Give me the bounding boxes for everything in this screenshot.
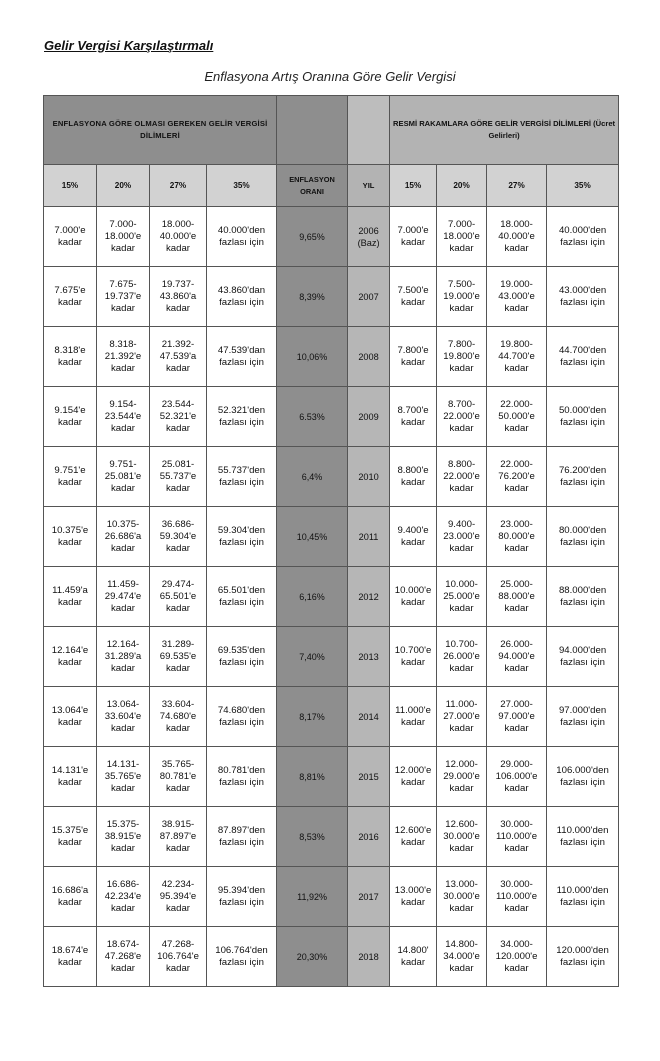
right-20-cell: 11.000-27.000'e kadar [437, 687, 487, 747]
left-15-cell: 8.318'e kadar [44, 327, 97, 387]
right-27-cell: 19.000-43.000'e kadar [487, 267, 547, 327]
right-20-cell: 7.800-19.800'e kadar [437, 327, 487, 387]
right-15-cell: 7.800'e kadar [390, 327, 437, 387]
table-row [44, 567, 619, 627]
left-bracket-20-header: 20% [97, 165, 150, 207]
right-35-cell: 50.000'den fazlası için [547, 387, 619, 447]
left-15-cell: 13.064'e kadar [44, 687, 97, 747]
right-27-cell: 22.000-50.000'e kadar [487, 387, 547, 447]
inflation-rate-cell: 6.53% [277, 387, 348, 447]
right-27-cell: 18.000-40.000'e kadar [487, 207, 547, 267]
right-15-cell: 11.000'e kadar [390, 687, 437, 747]
right-15-cell: 12.600'e kadar [390, 807, 437, 867]
left-15-cell: 18.674'e kadar [44, 927, 97, 987]
year-cell: 2018 [348, 927, 390, 987]
inflation-rate-cell: 10,06% [277, 327, 348, 387]
left-27-cell: 18.000-40.000'e kadar [150, 207, 207, 267]
inflation-rate-cell: 8,17% [277, 687, 348, 747]
right-35-cell: 110.000'den fazlası için [547, 807, 619, 867]
right-35-cell: 40.000'den fazlası için [547, 207, 619, 267]
left-35-cell: 106.764'den fazlası için [207, 927, 277, 987]
left-35-cell: 80.781'den fazlası için [207, 747, 277, 807]
inflation-rate-cell: 6,16% [277, 567, 348, 627]
right-35-cell: 43.000'den fazlası için [547, 267, 619, 327]
right-35-cell: 106.000'den fazlası için [547, 747, 619, 807]
left-27-cell: 31.289-69.535'e kadar [150, 627, 207, 687]
right-27-cell: 23.000-80.000'e kadar [487, 507, 547, 567]
left-20-cell: 12.164-31.289'a kadar [97, 627, 150, 687]
right-35-cell: 88.000'den fazlası için [547, 567, 619, 627]
year-cell: 2009 [348, 387, 390, 447]
year-cell: 2015 [348, 747, 390, 807]
inflation-rate-cell: 11,92% [277, 867, 348, 927]
year-header: YIL [348, 165, 390, 207]
left-27-cell: 38.915-87.897'e kadar [150, 807, 207, 867]
right-27-cell: 26.000-94.000'e kadar [487, 627, 547, 687]
left-35-cell: 65.501'den fazlası için [207, 567, 277, 627]
tax-comparison-table [43, 95, 619, 987]
right-27-cell: 27.000-97.000'e kadar [487, 687, 547, 747]
table-row [44, 507, 619, 567]
right-35-cell: 97.000'den fazlası için [547, 687, 619, 747]
left-15-cell: 16.686'a kadar [44, 867, 97, 927]
right-20-cell: 7.500-19.000'e kadar [437, 267, 487, 327]
left-35-cell: 74.680'den fazlası için [207, 687, 277, 747]
table-row [44, 387, 619, 447]
inflation-rate-cell: 10,45% [277, 507, 348, 567]
left-20-cell: 7.000-18.000'e kadar [97, 207, 150, 267]
right-15-cell: 10.700'e kadar [390, 627, 437, 687]
right-27-cell: 34.000-120.000'e kadar [487, 927, 547, 987]
right-27-cell: 25.000-88.000'e kadar [487, 567, 547, 627]
rate-header-spacer [277, 96, 348, 165]
right-20-cell: 10.000-25.000'e kadar [437, 567, 487, 627]
table-row [44, 687, 619, 747]
left-20-cell: 10.375-26.686'a kadar [97, 507, 150, 567]
right-35-cell: 80.000'den fazlası için [547, 507, 619, 567]
left-20-cell: 11.459-29.474'e kadar [97, 567, 150, 627]
right-bracket-27-header: 27% [487, 165, 547, 207]
left-20-cell: 7.675-19.737'e kadar [97, 267, 150, 327]
year-header-spacer [348, 96, 390, 165]
left-27-cell: 29.474-65.501'e kadar [150, 567, 207, 627]
left-15-cell: 11.459'a kadar [44, 567, 97, 627]
left-35-cell: 59.304'den fazlası için [207, 507, 277, 567]
right-20-cell: 12.600-30.000'e kadar [437, 807, 487, 867]
right-15-cell: 7.500'e kadar [390, 267, 437, 327]
right-15-cell: 8.800'e kadar [390, 447, 437, 507]
left-27-cell: 33.604-74.680'e kadar [150, 687, 207, 747]
left-35-cell: 69.535'den fazlası için [207, 627, 277, 687]
left-20-cell: 8.318-21.392'e kadar [97, 327, 150, 387]
right-15-cell: 7.000'e kadar [390, 207, 437, 267]
right-27-cell: 30.000-110.000'e kadar [487, 807, 547, 867]
right-27-cell: 29.000-106.000'e kadar [487, 747, 547, 807]
left-15-cell: 9.751'e kadar [44, 447, 97, 507]
right-27-cell: 22.000-76.200'e kadar [487, 447, 547, 507]
table-row [44, 867, 619, 927]
left-35-cell: 52.321'den fazlası için [207, 387, 277, 447]
inflation-rate-cell: 20,30% [277, 927, 348, 987]
table-row [44, 807, 619, 867]
left-35-cell: 40.000'den fazlası için [207, 207, 277, 267]
right-20-cell: 10.700-26.000'e kadar [437, 627, 487, 687]
inflation-rate-cell: 7,40% [277, 627, 348, 687]
table-row [44, 327, 619, 387]
right-20-cell: 9.400-23.000'e kadar [437, 507, 487, 567]
right-20-cell: 8.800-22.000'e kadar [437, 447, 487, 507]
left-bracket-15-header: 15% [44, 165, 97, 207]
left-27-cell: 36.686-59.304'e kadar [150, 507, 207, 567]
inflation-rate-cell: 8,39% [277, 267, 348, 327]
right-15-cell: 8.700'e kadar [390, 387, 437, 447]
right-15-cell: 12.000'e kadar [390, 747, 437, 807]
year-cell: 2013 [348, 627, 390, 687]
table-row [44, 207, 619, 267]
right-35-cell: 76.200'den fazlası için [547, 447, 619, 507]
document-subtitle: Enflasyona Artış Oranına Göre Gelir Vergisi [204, 69, 456, 84]
left-20-cell: 9.154-23.544'e kadar [97, 387, 150, 447]
year-cell: 2012 [348, 567, 390, 627]
left-20-cell: 9.751-25.081'e kadar [97, 447, 150, 507]
inflation-rate-header: ENFLASYON ORANI [277, 165, 348, 207]
left-27-cell: 35.765-80.781'e kadar [150, 747, 207, 807]
right-20-cell: 12.000-29.000'e kadar [437, 747, 487, 807]
left-15-cell: 15.375'e kadar [44, 807, 97, 867]
right-15-cell: 9.400'e kadar [390, 507, 437, 567]
table-row [44, 747, 619, 807]
left-15-cell: 7.675'e kadar [44, 267, 97, 327]
right-35-cell: 44.700'den fazlası için [547, 327, 619, 387]
left-15-cell: 12.164'e kadar [44, 627, 97, 687]
left-group-header: ENFLASYONA GÖRE OLMASI GEREKEN GELİR VERGİSİ DİLİMLERİ [44, 96, 277, 165]
document-title: Gelir Vergisi Karşılaştırmalı [44, 38, 214, 53]
left-27-cell: 23.544-52.321'e kadar [150, 387, 207, 447]
right-bracket-20-header: 20% [437, 165, 487, 207]
right-20-cell: 8.700-22.000'e kadar [437, 387, 487, 447]
left-27-cell: 21.392-47.539'a kadar [150, 327, 207, 387]
left-27-cell: 19.737-43.860'a kadar [150, 267, 207, 327]
inflation-rate-cell: 8,81% [277, 747, 348, 807]
right-bracket-15-header: 15% [390, 165, 437, 207]
year-cell: 2008 [348, 327, 390, 387]
left-15-cell: 9.154'e kadar [44, 387, 97, 447]
left-20-cell: 14.131-35.765'e kadar [97, 747, 150, 807]
left-35-cell: 95.394'den fazlası için [207, 867, 277, 927]
table-row [44, 267, 619, 327]
inflation-rate-cell: 6,4% [277, 447, 348, 507]
table-row [44, 447, 619, 507]
right-bracket-35-header: 35% [547, 165, 619, 207]
left-35-cell: 47.539'dan fazlası için [207, 327, 277, 387]
right-27-cell: 19.800-44.700'e kadar [487, 327, 547, 387]
right-15-cell: 13.000'e kadar [390, 867, 437, 927]
left-20-cell: 15.375-38.915'e kadar [97, 807, 150, 867]
year-cell: 2016 [348, 807, 390, 867]
right-35-cell: 94.000'den fazlası için [547, 627, 619, 687]
year-cell: 2011 [348, 507, 390, 567]
right-group-header: RESMİ RAKAMLARA GÖRE GELİR VERGİSİ DİLİMLERİ (Ücret Gelirleri) [390, 96, 619, 165]
year-cell: 2007 [348, 267, 390, 327]
group-header-row [44, 96, 619, 165]
left-20-cell: 18.674-47.268'e kadar [97, 927, 150, 987]
left-20-cell: 13.064-33.604'e kadar [97, 687, 150, 747]
table-body [44, 207, 619, 987]
left-35-cell: 55.737'den fazlası için [207, 447, 277, 507]
left-27-cell: 42.234-95.394'e kadar [150, 867, 207, 927]
left-15-cell: 10.375'e kadar [44, 507, 97, 567]
right-20-cell: 7.000-18.000'e kadar [437, 207, 487, 267]
left-bracket-27-header: 27% [150, 165, 207, 207]
left-bracket-35-header: 35% [207, 165, 277, 207]
left-20-cell: 16.686-42.234'e kadar [97, 867, 150, 927]
right-20-cell: 13.000-30.000'e kadar [437, 867, 487, 927]
right-27-cell: 30.000-110.000'e kadar [487, 867, 547, 927]
year-cell: 2010 [348, 447, 390, 507]
left-27-cell: 25.081-55.737'e kadar [150, 447, 207, 507]
table-row [44, 927, 619, 987]
right-35-cell: 120.000'den fazlası için [547, 927, 619, 987]
table-row [44, 627, 619, 687]
right-20-cell: 14.800-34.000'e kadar [437, 927, 487, 987]
left-35-cell: 87.897'den fazlası için [207, 807, 277, 867]
left-15-cell: 7.000'e kadar [44, 207, 97, 267]
left-27-cell: 47.268-106.764'e kadar [150, 927, 207, 987]
right-35-cell: 110.000'den fazlası için [547, 867, 619, 927]
year-cell: 2017 [348, 867, 390, 927]
right-15-cell: 14.800' kadar [390, 927, 437, 987]
left-35-cell: 43.860'dan fazlası için [207, 267, 277, 327]
right-15-cell: 10.000'e kadar [390, 567, 437, 627]
year-cell: 2006 (Baz) [348, 207, 390, 267]
left-15-cell: 14.131'e kadar [44, 747, 97, 807]
inflation-rate-cell: 8,53% [277, 807, 348, 867]
inflation-rate-cell: 9,65% [277, 207, 348, 267]
bracket-header-row [44, 165, 619, 207]
year-cell: 2014 [348, 687, 390, 747]
